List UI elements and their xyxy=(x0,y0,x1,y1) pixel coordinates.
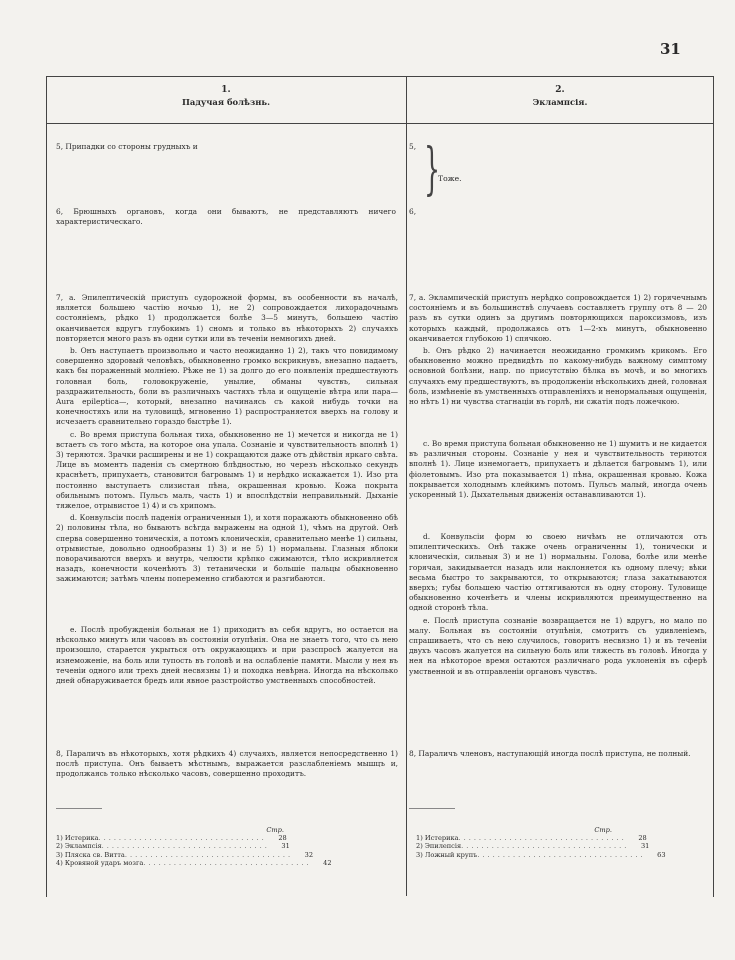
footnote-page-header: Стр. xyxy=(594,826,612,834)
left-section-6: 6, Брюшныхъ органовъ, когда они бываютъ, не представляютъ ничего характеристическаго. xyxy=(56,207,396,227)
right-section-6: 6, xyxy=(409,207,417,216)
left-section-8: 8, Параличъ въ нѣкоторыхъ, хотя рѣдкихъ 4) случаяхъ, является непосредственно 1) послѣ приступа. Онъ бываетъ мѣстнымъ, выражается разслабленіемъ мышцъ и, продолжаясь только нѣсколько часовъ, совершенно проходитъ. xyxy=(56,749,398,779)
footnote-rule-left xyxy=(56,808,102,809)
footnote-row: 3) Пляска св. Витта ................................. 32 xyxy=(56,850,314,859)
left-7d: d. Конвульсіи послѣ паденія ограниченныя 1), и хотя поражаютъ обыкновенно обѣ 2) половины тѣла, но бываютъ всѣгда выражены на одной 1), чѣмъ на другой. Онѣ сперва совершенно тоническія, а потомъ клоническія, сравнительно менѣе 1) сильны, отрывистые, довольно однообразны 1) 3) и не 5) 1) нормальны. Глазныя яблоки поворачиваются вверхъ и внутрь, челюсти крѣпко сжимаются, тѣло искривляется назадъ, конечности коченѣютъ 3) тетанически и большіе пальцы обыкновенно зажимаются; затѣмъ члены попеременно сгибаются и разгибаются. xyxy=(56,513,398,584)
brace-mark: } xyxy=(424,137,441,202)
left-7a: 7, а. Эпилептическій приступъ судорожной формы, въ особенности въ началѣ, является большею частію ночью 1), не 2) сопровождается лихорадочнымъ состояніемъ, рѣдко 1) продолжается болѣе 3—5 минутъ, большею частію оканчивается вдругъ глубокимъ 1) сномъ и только въ нѣкоторыхъ 2) случаяхъ повторяется много разъ въ одни сутки или въ теченіи немногихъ дней. xyxy=(56,293,398,343)
footnote-row: 2) Эпилепсія ................................. 31 xyxy=(416,842,650,851)
page-number: 31 xyxy=(660,40,681,58)
column-title: Падучая болѣзнь. xyxy=(182,97,270,107)
left-7e: e. Послѣ пробужденія больная не 1) приходитъ въ себя вдругъ, но остается на нѣсколько минутъ или часовъ въ состояніи отупѣнія. Она не знаетъ того, что съ нею произошло, старается укрыться отъ окружающихъ и при разспросѣ жалуется на изнеможеніе, на боль или тупость въ головѣ и на ослабленіе памяти. Мысли у нея въ теченіи одного или трехъ дней несвязны 1) и походка невѣрна. Иногда на нѣсколько дней обнаруживается бредъ или явное разстройство умственныхъ способностей. xyxy=(56,625,398,686)
footnotes-right xyxy=(416,826,666,859)
right-7c: c. Во время приступа больная обыкновенно не 1) шумитъ и не кидается въ различныя стороны. Сознаніе у нея и чувствительность теряются вполнѣ 1). Лице изнемогаетъ, припухаетъ и дѣлается багровымъ 1), или фіолетовымъ. Изо рта показывается 1) пѣна, окрашенная кровью. Кожа покрывается холоднымъ клейкимъ потомъ. Пульсъ малый, иногда очень ускоренный 1). Дыхательныя движенія останавливаются 1). xyxy=(409,439,707,500)
right-7d: d. Конвульсіи форм ю своею ничѣмъ не отличаются отъ эпилептическихъ. Онѣ также очень ограниченны 1), тонически и клоническія, сильныя 3) и не 1) нормальны. Голова, болѣе или менѣе горячая, закидывается назадъ или наклоняется къ одному плечу; вѣки весьма быстро то закрываются, то открываются; глаза закатываются вверхъ; губы большею частію оттягиваются въ одну сторону. Туловище обыкновенно коченѣетъ и члены искривляются преимущественно на одной сторонѣ тѣла. xyxy=(409,532,707,613)
right-section-7d xyxy=(409,532,707,679)
footnote-row: 4) Кровяной ударъ мозга ................................. 42 xyxy=(56,858,332,867)
right-7e: e. Послѣ приступа сознаніе возвращается не 1) вдругъ, но мало по малу. Больная въ состояніи отупѣнія, смотритъ съ удивленіемъ, спрашиваетъ, что съ нею случилось, говоритъ несвязно 1) и въ теченіи двухъ часовъ жалуется на сильную боль или тяжесть въ головѣ. Иногда у нея на нѣкоторое время остаются различнаго рода уклоненія въ сферѣ умственной и въ отправленіи органовъ чувствъ. xyxy=(409,615,707,676)
footnote-row: 1) Истерика ................................. 28 xyxy=(416,834,647,843)
footnotes-left xyxy=(56,826,332,867)
right-7b: b. Онъ рѣдко 2) начинается неожиданно громкимъ крикомъ. Его обыкновенно можно предвидѣть по какому-нибудь важному симптому основной болѣзни, напр. по присутствію бѣлка въ мочѣ, и во многихъ случаяхъ ему предшествуютъ, въ продолженіи нѣсколькихъ дней, головная боль, измѣненіе въ умственныхъ отправленіяхъ и ненормальныя ощущенія, но нѣтъ 1) ни чувства стагнаціи въ горлѣ, ни сжатія подъ ложечкою. xyxy=(409,346,707,407)
right-7a: 7, а. Эклампическій приступъ нерѣдко сопровождается 1) 2) горячечнымъ состояніемъ и въ большинствѣ случаевъ составляетъ группу отъ 8 — 20 разъ въ сутки одинъ за другимъ повторяющихся пароксизмовъ, изъ которыхъ каждый, продолжаясь отъ 1—2-хъ минутъ, обыкновенно оканчивается глубокою 1) спячкою. xyxy=(409,293,707,343)
column-header-right xyxy=(407,84,713,108)
right-section-7c xyxy=(409,439,707,502)
left-7c: c. Во время приступа больная тиха, обыкновенно не 1) мечется и никогда не 1) встаетъ съ того мѣста, на которое она упала. Сознаніе и чувствительность вполнѣ 1) 3) теряются. Зрачки расширены и не 1) сокращаются даже отъ дѣйствія яркаго свѣта. Лице въ моментъ паденія съ смертною блѣдностью, но черезъ нѣсколько секундъ краснѣетъ, припухаетъ, становится багровымъ 1) и нерѣдко искажается 1). Изо рта постоянно выступаетъ слизистая пѣна, окрашенная кровью. Кожа покрыта обильнымъ потомъ. Пульсъ малъ, часть 1) и впослѣдствіи неправильный. Дыханіе тяжелое, отрывистое 1) 4) и съ хрипомъ. xyxy=(56,429,398,511)
column-number: 1. xyxy=(221,85,231,95)
column-title: Эклампсія. xyxy=(532,97,588,107)
left-section-5: 5, Припадки со стороны грудныхъ и xyxy=(56,142,198,151)
column-divider xyxy=(406,76,407,896)
left-section-7e xyxy=(56,625,398,688)
footnote-page-header: Стр. xyxy=(266,826,284,834)
column-header-left xyxy=(46,84,406,108)
footnote-row: 2) Эклампсія ................................. 31 xyxy=(56,842,290,851)
left-7b: b. Онъ наступаетъ произвольно и часто неожиданно 1) 2), такъ что повидимому совершенно здоровый человѣкъ, обыкновенно громко вскрикнувъ, внезапно падаетъ, какъ бы пораженный молніею. Рѣже не 1) за долго до его появленія предшествуютъ головная боль, головокруженіе, унылие, обманы чувствъ, сильная раздражительность, боли въ различныхъ частяхъ тѣла и ощущеніе вѣтра или пара—Aura epileptica—, который, внезапно начинаясь съ какой нибудь точки на конечностяхъ или на туловищѣ, мгновенно 1) распространяется вверхъ на голову и исчезаетъ сравнительно гораздо быстрѣе 1). xyxy=(56,346,398,427)
same-text: Тоже. xyxy=(438,174,462,183)
footnote-rule-right xyxy=(409,808,455,809)
footnote-row: 1) Истерика ................................. 28 xyxy=(56,834,287,843)
footnote-row: 3) Ложный крупъ ................................. 63 xyxy=(416,850,666,859)
left-section-7 xyxy=(56,293,398,587)
column-number: 2. xyxy=(555,85,565,95)
right-section-7 xyxy=(409,293,707,409)
right-section-5: 5, xyxy=(409,142,417,151)
right-section-8: 8, Параличъ членовъ, наступающій иногда послѣ приступа, не полный. xyxy=(409,749,691,758)
header-separator xyxy=(46,123,713,124)
